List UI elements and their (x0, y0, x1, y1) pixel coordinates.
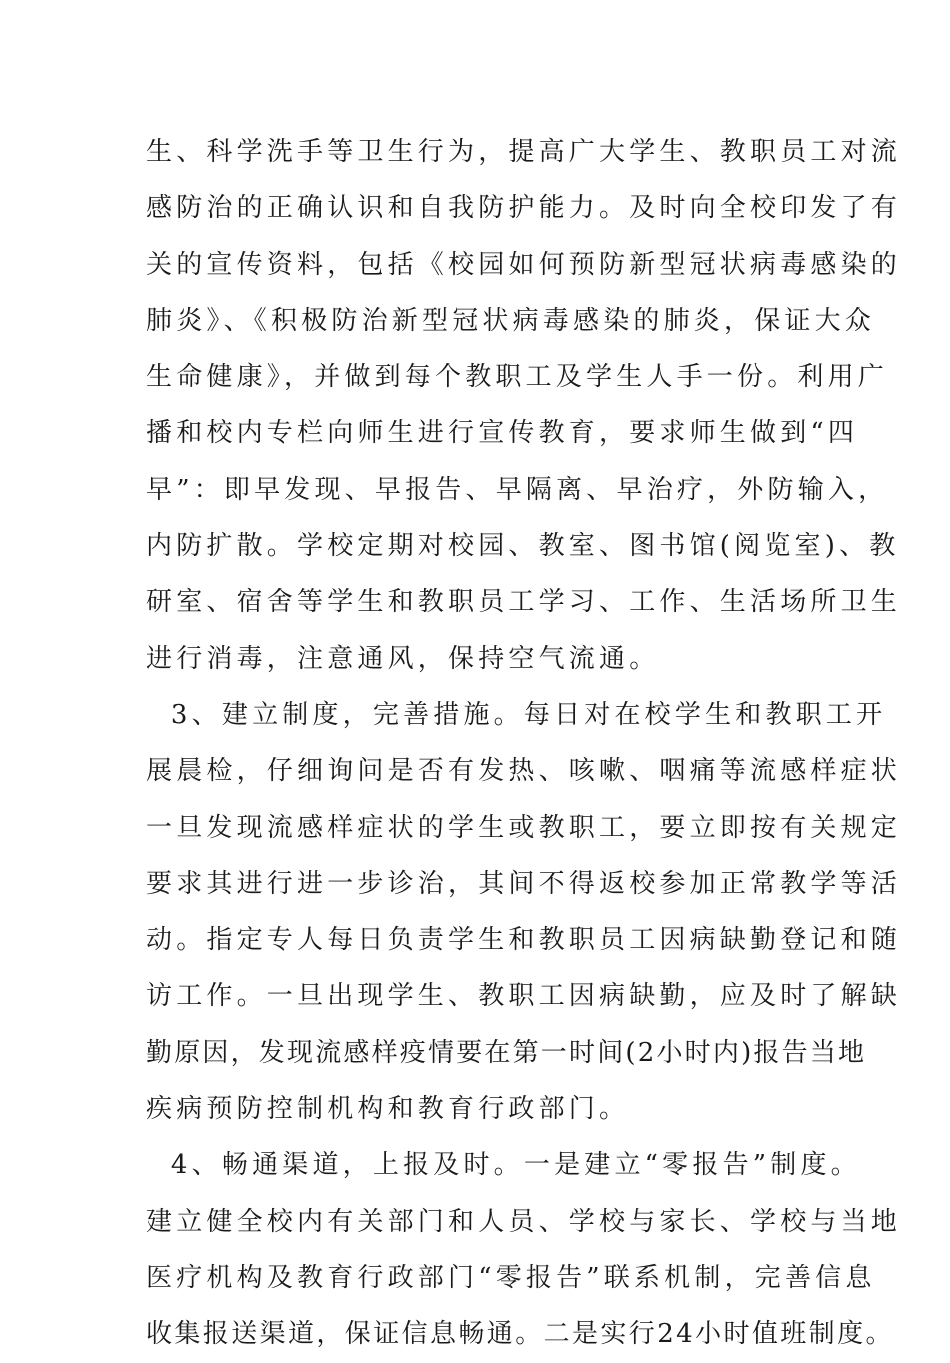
text-line: 医疗机构及教育行政部门“零报告”联系机制，完善信息 (146, 1262, 876, 1293)
text-line: 生命健康》，并做到每个教职工及学生人手一份。利用广 (146, 362, 889, 393)
text-line: 生、科学洗手等卫生行为，提高广大学生、教职员工对流 (146, 137, 902, 167)
paragraph-start-line: 4、畅通渠道，上报及时。一是建立“零报告”制度。 (146, 1150, 861, 1181)
paragraph-start-line: 3、建立制度，完善措施。每日对在校学生和教职工开 (146, 699, 887, 730)
body-text (146, 124, 902, 1363)
text-line: 疾病预防控制机构和教育行政部门。 (146, 1094, 630, 1125)
text-line: 进行消毒，注意通风，保持空气流通。 (146, 643, 660, 674)
text-line: 访工作。一旦出现学生、教职工因病缺勤，应及时了解缺 (146, 981, 902, 1012)
text-line: 关的宣传资料，包括《校园如何预防新型冠状病毒感染的 (146, 249, 902, 280)
text-line: 肺炎》、《积极防治新型冠状病毒感染的肺炎，保证大众 (146, 305, 876, 336)
text-line: 早”：即早发现、早报告、早隔离、早治疗，外防输入， (146, 474, 889, 505)
text-line: 研室、宿舍等学生和教职员工学习、工作、生活场所卫生 (146, 587, 902, 618)
text-line: 感防治的正确认识和自我防护能力。及时向全校印发了有 (146, 193, 902, 224)
text-line: 动。指定专人每日负责学生和教职员工因病缺勤登记和随 (146, 925, 902, 956)
text-line: 要求其进行进一步诊治，其间不得返校参加正常教学等活 (146, 868, 902, 899)
text-line: 收集报送渠道，保证信息畅通。二是实行24小时值班制度。 (146, 1319, 894, 1350)
text-line: 播和校内专栏向师生进行宣传教育，要求师生做到“四 (146, 418, 859, 449)
text-line: 内防扩散。学校定期对校园、教室、图书馆(阅览室)、教 (146, 531, 900, 562)
text-line: 勤原因，发现流感样疫情要在第一时间(2小时内)报告当地 (146, 1037, 867, 1068)
text-line: 展晨检，仔细询问是否有发热、咳嗽、咽痛等流感样症状 (146, 756, 902, 787)
text-line: 建立健全校内有关部门和人员、学校与家长、学校与当地 (146, 1206, 902, 1237)
text-line: 一旦发现流感样症状的学生或教职工，要立即按有关规定 (146, 812, 902, 843)
